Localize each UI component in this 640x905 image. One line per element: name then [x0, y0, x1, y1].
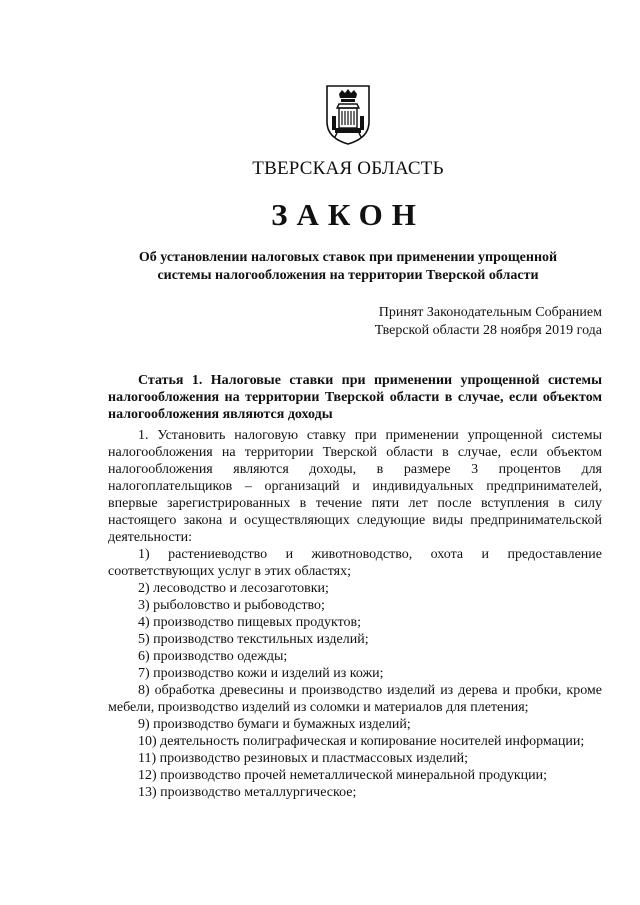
list-item: 8) обработка древесины и производство изделий из дерева и пробки, кроме мебели, производство изделий из соломки и материалов для плетения;	[108, 683, 602, 715]
list-item: 9) производство бумаги и бумажных изделий;	[138, 717, 411, 732]
adoption-line-2: Тверской области 28 ноября 2019 года	[374, 323, 602, 338]
list-item: 10) деятельность полиграфическая и копирование носителей информации;	[138, 734, 585, 749]
list-item: 6) производство одежды;	[138, 649, 288, 664]
article-body	[108, 427, 602, 801]
adoption-note	[300, 304, 602, 340]
list-item: 1) растениеводство и животноводство, охота и предоставление соответствующих услуг в этих областях;	[108, 547, 602, 579]
list-item: 11) производство резиновых и пластмассовых изделий;	[138, 751, 469, 766]
article-title: Статья 1. Налоговые ставки при применении упрощенной системы налогообложения на территории Тверской области в случае, если объектом налогообложения являются доходы	[108, 373, 602, 422]
law-subtitle-line-2: системы налогообложения на территории Тверской области	[157, 268, 539, 283]
document-type-title: ЗАКОН	[271, 197, 425, 232]
law-subtitle	[110, 249, 586, 285]
list-item: 7) производство кожи и изделий из кожи;	[138, 666, 384, 681]
tver-coat-of-arms-icon	[325, 84, 371, 146]
law-subtitle-line-1: Об установлении налоговых ставок при применении упрощенной	[138, 250, 558, 265]
list-item: 13) производство металлургическое;	[138, 785, 357, 800]
region-name: ТВЕРСКАЯ ОБЛАСТЬ	[252, 158, 444, 179]
list-item: 3) рыболовство и рыбоводство;	[138, 598, 325, 613]
list-item: 2) лесоводство и лесозаготовки;	[138, 581, 329, 596]
article-paragraph-1: 1. Установить налоговую ставку при применении упрощенной системы налогообложения на территории Тверской области в случае, если объектом налогообложения являются доходы, в размере 3 процентов для налогоплательщиков – организаций и индивидуальных предпринимателей, впервые зарегистрированных в течение пяти лет после вступления в силу настоящего закона и осуществляющих следующие виды предпринимательской деятельности:	[108, 428, 602, 545]
adoption-line-1: Принят Законодательным Собранием	[378, 305, 602, 320]
list-item: 5) производство текстильных изделий;	[138, 632, 369, 647]
list-item: 12) производство прочей неметаллической минеральной продукции;	[138, 768, 548, 783]
list-item: 4) производство пищевых продуктов;	[138, 615, 362, 630]
